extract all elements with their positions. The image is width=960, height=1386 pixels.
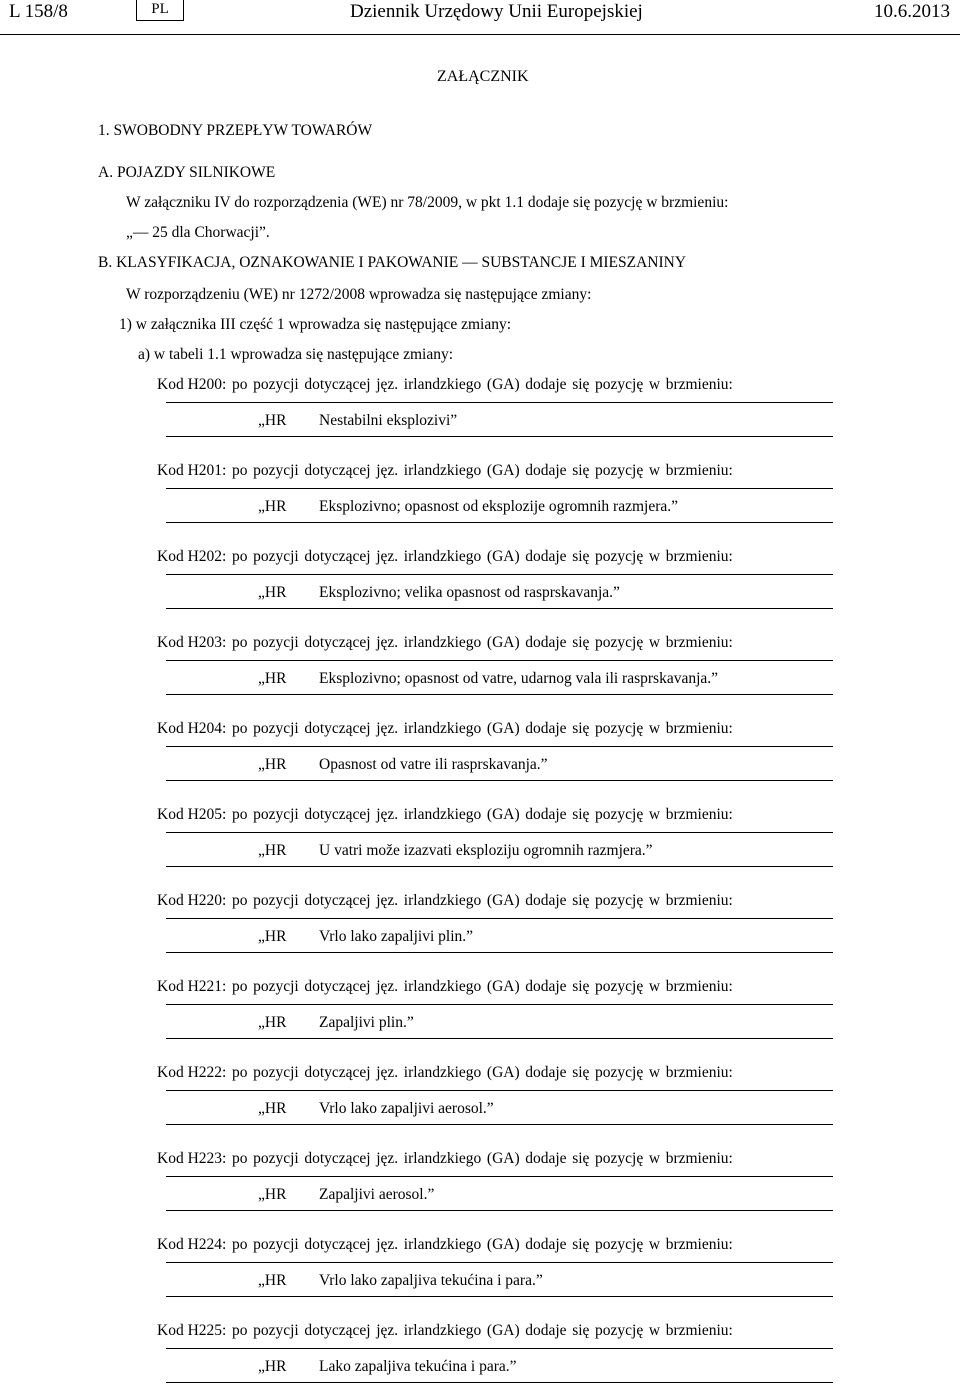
hazard-code-label: Kod H223: <box>157 1150 227 1167</box>
instruction-word: po <box>231 376 248 393</box>
instruction-word: dodaje <box>525 720 567 737</box>
instruction-word: brzmieniu: <box>665 548 733 565</box>
hazard-code-row <box>0 806 960 858</box>
instruction-word: pozycji <box>253 1236 299 1253</box>
instruction-word: jęz. <box>376 634 399 651</box>
instruction-word: dodaje <box>525 462 567 479</box>
table-rule-top <box>166 1090 833 1091</box>
instruction-word: dodaje <box>525 1322 567 1339</box>
language-code-cell: „HR <box>258 1014 287 1031</box>
instruction-word: (GA) <box>486 462 520 479</box>
table-rule-bottom <box>166 436 833 437</box>
instruction-word: brzmieniu: <box>665 806 733 823</box>
section-b-heading: B. KLASYFIKACJA, OZNAKOWANIE I PAKOWANIE — SUBSTANCJE I MIESZANINY <box>98 254 687 271</box>
instruction-word: się <box>572 548 590 565</box>
hazard-code-instruction <box>157 634 733 652</box>
language-code-cell: „HR <box>258 928 287 945</box>
instruction-word: dotyczącej <box>304 376 371 393</box>
hazard-code-row <box>0 1064 960 1116</box>
hazard-code-instruction <box>157 548 733 566</box>
instruction-word: brzmieniu: <box>665 1064 733 1081</box>
instruction-word: pozycję <box>595 1150 644 1167</box>
instruction-word: irlandzkiego <box>403 1236 482 1253</box>
table-rule-top <box>166 574 833 575</box>
hazard-code-instruction <box>157 978 733 996</box>
instruction-word: w <box>648 720 661 737</box>
hazard-code-instruction <box>157 892 733 910</box>
instruction-word: dotyczącej <box>304 548 371 565</box>
section-a-quote: „— 25 dla Chorwacji”. <box>126 224 270 241</box>
hazard-statement-cell: Vrlo lako zapaljivi aerosol.” <box>319 1100 494 1117</box>
instruction-word: pozycję <box>595 978 644 995</box>
instruction-word: się <box>572 1064 590 1081</box>
hazard-code-instruction <box>157 720 733 738</box>
table-rule-top <box>166 402 833 403</box>
hazard-code-label: Kod H202: <box>157 548 227 565</box>
journal-title: Dziennik Urzędowy Unii Europejskiej <box>350 1 643 22</box>
hazard-statement-cell: Zapaljivi plin.” <box>319 1014 414 1031</box>
instruction-word: dotyczącej <box>304 978 371 995</box>
language-code-cell: „HR <box>258 1358 287 1375</box>
instruction-word: dotyczącej <box>304 462 371 479</box>
instruction-word: brzmieniu: <box>665 462 733 479</box>
language-code-cell: „HR <box>258 670 287 687</box>
instruction-word: pozycji <box>253 720 299 737</box>
instruction-word: pozycji <box>253 376 299 393</box>
hazard-code-label: Kod H221: <box>157 978 227 995</box>
instruction-word: (GA) <box>486 1064 520 1081</box>
hazard-statement-cell: Lako zapaljiva tekućina i para.” <box>319 1358 517 1375</box>
table-rule-top <box>166 1176 833 1177</box>
instruction-word: dotyczącej <box>304 892 371 909</box>
hazard-statement-cell: Vrlo lako zapaljiva tekućina i para.” <box>319 1272 543 1289</box>
instruction-word: (GA) <box>486 1236 520 1253</box>
hazard-code-label: Kod H220: <box>157 892 227 909</box>
hazard-code-instruction <box>157 462 733 480</box>
table-rule-bottom <box>166 780 833 781</box>
instruction-word: pozycję <box>595 1322 644 1339</box>
instruction-word: pozycji <box>253 1150 299 1167</box>
instruction-word: brzmieniu: <box>665 978 733 995</box>
instruction-word: w <box>648 1064 661 1081</box>
hazard-statement-cell: Vrlo lako zapaljivi plin.” <box>319 928 474 945</box>
instruction-word: jęz. <box>376 462 399 479</box>
instruction-word: dodaje <box>525 806 567 823</box>
hazard-code-row <box>0 1150 960 1202</box>
instruction-word: jęz. <box>376 978 399 995</box>
hazard-code-label: Kod H200: <box>157 376 227 393</box>
instruction-word: po <box>231 1322 248 1339</box>
hazard-code-row <box>0 1322 960 1374</box>
hazard-code-label: Kod H222: <box>157 1064 227 1081</box>
instruction-word: pozycji <box>253 978 299 995</box>
instruction-word: dotyczącej <box>304 634 371 651</box>
instruction-word: jęz. <box>376 892 399 909</box>
hazard-statement-cell: Nestabilni eksplozivi” <box>319 412 458 429</box>
instruction-word: pozycję <box>595 806 644 823</box>
instruction-word: jęz. <box>376 376 399 393</box>
instruction-word: po <box>231 634 248 651</box>
instruction-word: dodaje <box>525 548 567 565</box>
instruction-word: w <box>648 806 661 823</box>
instruction-word: się <box>572 806 590 823</box>
hazard-statement-cell: Opasnost od vatre ili rasprskavanja.” <box>319 756 548 773</box>
instruction-word: po <box>231 806 248 823</box>
instruction-word: się <box>572 892 590 909</box>
instruction-word: w <box>648 1322 661 1339</box>
instruction-word: w <box>648 1236 661 1253</box>
hazard-statement-cell: U vatri može izazvati eksploziju ogromnih razmjera.” <box>319 842 653 859</box>
hazard-statement-cell: Eksplozivno; opasnost od eksplozije ogromnih razmjera.” <box>319 498 678 515</box>
instruction-word: dodaje <box>525 1236 567 1253</box>
publication-date: 10.6.2013 <box>874 1 950 22</box>
page-reference: L 158/8 <box>9 1 68 22</box>
instruction-word: dotyczącej <box>304 1064 371 1081</box>
instruction-word: pozycję <box>595 1064 644 1081</box>
hazard-code-row <box>0 720 960 772</box>
instruction-word: irlandzkiego <box>403 720 482 737</box>
instruction-word: dodaje <box>525 634 567 651</box>
instruction-word: po <box>231 1064 248 1081</box>
hazard-code-label: Kod H204: <box>157 720 227 737</box>
instruction-word: pozycję <box>595 720 644 737</box>
instruction-word: brzmieniu: <box>665 634 733 651</box>
instruction-word: w <box>648 634 661 651</box>
instruction-word: po <box>231 720 248 737</box>
header-divider <box>0 34 960 35</box>
instruction-word: pozycję <box>595 634 644 651</box>
language-badge: PL <box>136 0 184 21</box>
instruction-word: pozycji <box>253 462 299 479</box>
hazard-code-row <box>0 1236 960 1288</box>
instruction-word: po <box>231 1150 248 1167</box>
instruction-word: (GA) <box>486 548 520 565</box>
instruction-word: się <box>572 1150 590 1167</box>
instruction-word: pozycji <box>253 1064 299 1081</box>
annex-title: ZAŁĄCZNIK <box>437 68 529 85</box>
instruction-word: irlandzkiego <box>403 634 482 651</box>
hazard-code-instruction <box>157 1322 733 1340</box>
hazard-code-row <box>0 376 960 428</box>
section-a-text: W załączniku IV do rozporządzenia (WE) nr 78/2009, w pkt 1.1 dodaje się pozycję w brzmieniu: <box>126 194 729 211</box>
instruction-word: pozycję <box>595 548 644 565</box>
table-rule-top <box>166 746 833 747</box>
instruction-word: (GA) <box>486 1322 520 1339</box>
hazard-code-instruction <box>157 806 733 824</box>
instruction-word: brzmieniu: <box>665 1236 733 1253</box>
instruction-word: po <box>231 462 248 479</box>
section-b-text: W rozporządzeniu (WE) nr 1272/2008 wprowadza się następujące zmiany: <box>126 286 592 303</box>
section-a-heading: A. POJAZDY SILNIKOWE <box>98 164 276 181</box>
instruction-word: się <box>572 462 590 479</box>
instruction-word: dotyczącej <box>304 1236 371 1253</box>
table-rule-bottom <box>166 866 833 867</box>
hazard-statement-cell: Eksplozivno; opasnost od vatre, udarnog vala ili rasprskavanja.” <box>319 670 719 687</box>
instruction-word: pozycję <box>595 376 644 393</box>
instruction-word: (GA) <box>486 634 520 651</box>
instruction-word: jęz. <box>376 548 399 565</box>
instruction-word: brzmieniu: <box>665 1322 733 1339</box>
instruction-word: jęz. <box>376 1150 399 1167</box>
instruction-word: pozycję <box>595 892 644 909</box>
instruction-word: dotyczącej <box>304 806 371 823</box>
table-rule-top <box>166 832 833 833</box>
table-rule-top <box>166 1348 833 1349</box>
instruction-word: po <box>231 978 248 995</box>
instruction-word: irlandzkiego <box>403 548 482 565</box>
hazard-statement-cell: Eksplozivno; velika opasnost od rasprskavanja.” <box>319 584 620 601</box>
hazard-code-row <box>0 892 960 944</box>
instruction-word: (GA) <box>486 376 520 393</box>
instruction-word: irlandzkiego <box>403 462 482 479</box>
hazard-code-label: Kod H205: <box>157 806 227 823</box>
instruction-word: w <box>648 548 661 565</box>
instruction-word: pozycji <box>253 892 299 909</box>
language-code-cell: „HR <box>258 842 287 859</box>
instruction-word: jęz. <box>376 806 399 823</box>
instruction-word: irlandzkiego <box>403 1064 482 1081</box>
instruction-word: w <box>648 892 661 909</box>
hazard-code-label: Kod H225: <box>157 1322 227 1339</box>
table-rule-top <box>166 660 833 661</box>
table-rule-top <box>166 488 833 489</box>
table-rule-bottom <box>166 1382 833 1383</box>
language-code-cell: „HR <box>258 412 287 429</box>
instruction-word: pozycji <box>253 634 299 651</box>
hazard-statement-cell: Zapaljivi aerosol.” <box>319 1186 435 1203</box>
instruction-word: po <box>231 1236 248 1253</box>
section-b-item-a: a) w tabeli 1.1 wprowadza się następujące zmiany: <box>138 346 454 363</box>
language-code-cell: „HR <box>258 756 287 773</box>
instruction-word: jęz. <box>376 720 399 737</box>
instruction-word: irlandzkiego <box>403 1322 482 1339</box>
language-code-cell: „HR <box>258 1186 287 1203</box>
hazard-code-row <box>0 548 960 600</box>
instruction-word: dodaje <box>525 978 567 995</box>
instruction-word: brzmieniu: <box>665 892 733 909</box>
table-rule-bottom <box>166 1038 833 1039</box>
instruction-word: (GA) <box>486 978 520 995</box>
instruction-word: dodaje <box>525 1150 567 1167</box>
instruction-word: się <box>572 1236 590 1253</box>
hazard-code-instruction <box>157 1150 733 1168</box>
table-rule-bottom <box>166 952 833 953</box>
instruction-word: dodaje <box>525 376 567 393</box>
instruction-word: (GA) <box>486 806 520 823</box>
instruction-word: się <box>572 376 590 393</box>
table-rule-bottom <box>166 522 833 523</box>
instruction-word: pozycji <box>253 548 299 565</box>
table-rule-bottom <box>166 1296 833 1297</box>
table-rule-top <box>166 918 833 919</box>
instruction-word: w <box>648 376 661 393</box>
instruction-word: się <box>572 634 590 651</box>
instruction-word: irlandzkiego <box>403 978 482 995</box>
instruction-word: dodaje <box>525 1064 567 1081</box>
table-rule-bottom <box>166 1124 833 1125</box>
hazard-code-row <box>0 978 960 1030</box>
instruction-word: (GA) <box>486 892 520 909</box>
table-rule-top <box>166 1004 833 1005</box>
instruction-word: jęz. <box>376 1236 399 1253</box>
language-code-cell: „HR <box>258 498 287 515</box>
hazard-code-instruction <box>157 1064 733 1082</box>
section-b-item-1: 1) w załącznika III część 1 wprowadza się następujące zmiany: <box>119 316 512 333</box>
instruction-word: jęz. <box>376 1064 399 1081</box>
instruction-word: brzmieniu: <box>665 720 733 737</box>
instruction-word: dotyczącej <box>304 1150 371 1167</box>
instruction-word: irlandzkiego <box>403 892 482 909</box>
instruction-word: irlandzkiego <box>403 806 482 823</box>
instruction-word: po <box>231 548 248 565</box>
instruction-word: się <box>572 720 590 737</box>
hazard-code-instruction <box>157 1236 733 1254</box>
section-1-heading: 1. SWOBODNY PRZEPŁYW TOWARÓW <box>98 122 373 139</box>
instruction-word: po <box>231 892 248 909</box>
language-code-cell: „HR <box>258 1272 287 1289</box>
instruction-word: pozycję <box>595 462 644 479</box>
instruction-word: pozycji <box>253 1322 299 1339</box>
instruction-word: w <box>648 978 661 995</box>
instruction-word: irlandzkiego <box>403 376 482 393</box>
instruction-word: pozycji <box>253 806 299 823</box>
instruction-word: (GA) <box>486 720 520 737</box>
instruction-word: pozycję <box>595 1236 644 1253</box>
instruction-word: w <box>648 1150 661 1167</box>
hazard-code-instruction <box>157 376 733 394</box>
instruction-word: brzmieniu: <box>665 1150 733 1167</box>
table-rule-top <box>166 1262 833 1263</box>
instruction-word: się <box>572 978 590 995</box>
instruction-word: jęz. <box>376 1322 399 1339</box>
hazard-code-label: Kod H224: <box>157 1236 227 1253</box>
instruction-word: dotyczącej <box>304 720 371 737</box>
hazard-code-row <box>0 634 960 686</box>
instruction-word: (GA) <box>486 1150 520 1167</box>
table-rule-bottom <box>166 694 833 695</box>
instruction-word: dotyczącej <box>304 1322 371 1339</box>
table-rule-bottom <box>166 1210 833 1211</box>
hazard-code-label: Kod H203: <box>157 634 227 651</box>
table-rule-bottom <box>166 608 833 609</box>
language-code-cell: „HR <box>258 1100 287 1117</box>
instruction-word: irlandzkiego <box>403 1150 482 1167</box>
instruction-word: się <box>572 1322 590 1339</box>
instruction-word: w <box>648 462 661 479</box>
instruction-word: brzmieniu: <box>665 376 733 393</box>
hazard-code-label: Kod H201: <box>157 462 227 479</box>
instruction-word: dodaje <box>525 892 567 909</box>
hazard-code-row <box>0 462 960 514</box>
language-code-cell: „HR <box>258 584 287 601</box>
